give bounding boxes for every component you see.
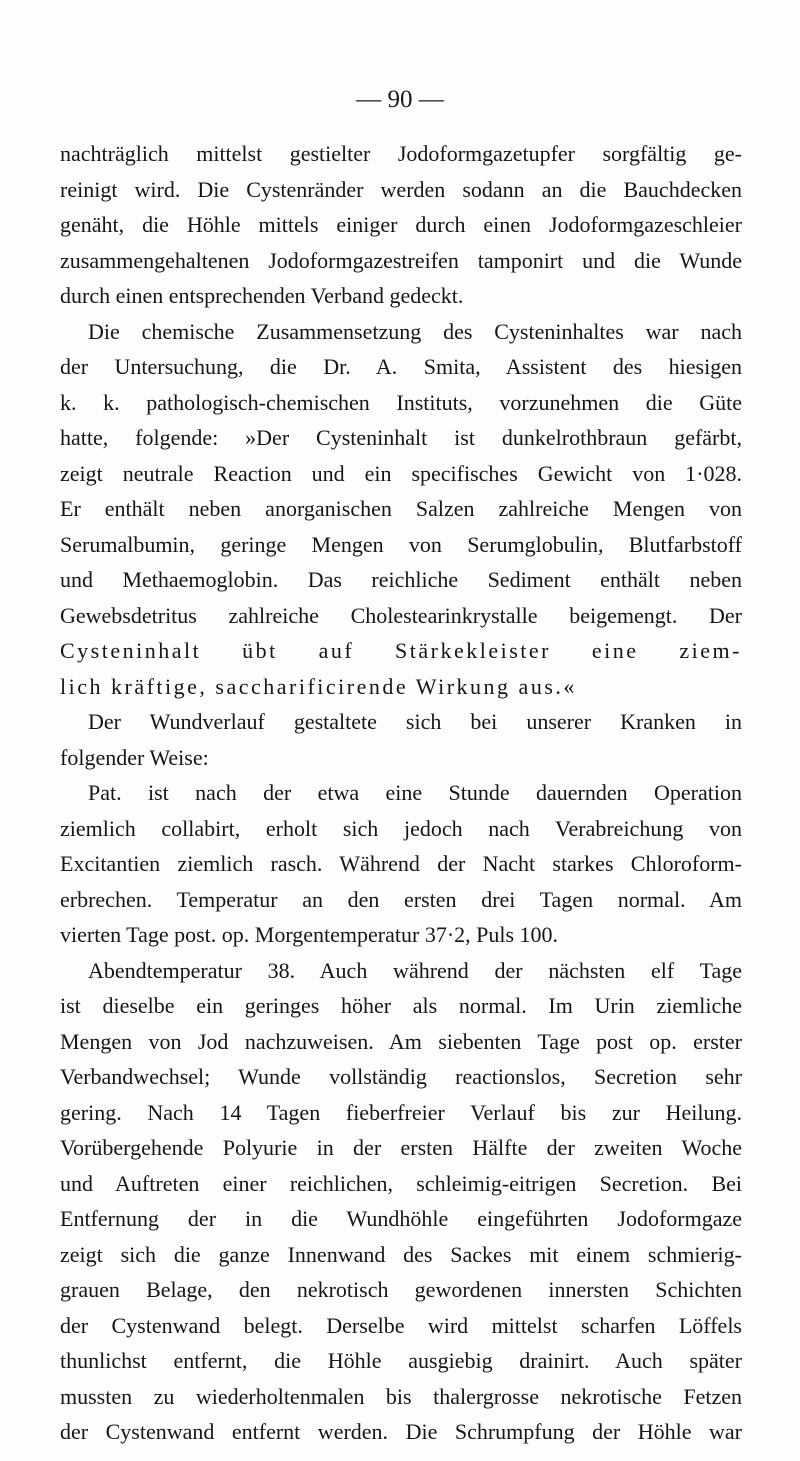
text-line: mussten zu wiederholtenmalen bis thalergrosse nekrotische Fetzen xyxy=(60,1383,742,1409)
text-line: gering. Nach 14 Tagen fieberfreier Verlauf bis zur Heilung. xyxy=(60,1099,742,1125)
text-line: Die chemische Zusammensetzung des Cysteninhaltes war nach xyxy=(88,318,742,344)
text-line: Abendtemperatur 38. Auch während der nächsten elf Tage xyxy=(88,957,742,983)
text-line: Er enthält neben anorganischen Salzen zahlreiche Mengen von xyxy=(60,496,742,521)
text-line: zusammengehaltenen Jodoformgazestreifen tamponirt und die Wunde xyxy=(60,247,742,273)
text-line: reinigt wird. Die Cystenränder werden sodann an die Bauchdecken xyxy=(60,176,742,202)
text-line: Verbandwechsel; Wunde vollständig reactionslos, Secretion sehr xyxy=(60,1064,742,1089)
text-line: zeigt sich die ganze Innenwand des Sackes mit einem schmierig- xyxy=(60,1241,742,1267)
text-line: ziemlich collabirt, erholt sich jedoch nach Verabreichung von xyxy=(60,815,742,841)
text-line: thunlichst entfernt, die Höhle ausgiebig drainirt. Auch später xyxy=(60,1348,742,1373)
text-line: erbrechen. Temperatur an den ersten drei Tagen normal. Am xyxy=(60,886,742,912)
body-text xyxy=(60,136,742,1450)
text-line: Cysteninhalt übt auf Stärkekleister eine ziem- xyxy=(60,638,742,663)
text-line: und Auftreten einer reichlichen, schleimig-eitrigen Secretion. Bei xyxy=(60,1170,742,1196)
text-line: Vorübergehende Polyurie in der ersten Hälfte der zweiten Woche xyxy=(60,1135,742,1160)
text-line: zeigt neutrale Reaction und ein specifisches Gewicht von 1·028. xyxy=(60,460,742,486)
text-line: Serumalbumin, geringe Mengen von Serumglobulin, Blutfarbstoff xyxy=(60,531,742,557)
text-line: Entfernung der in die Wundhöhle eingeführten Jodoformgaze xyxy=(60,1206,742,1231)
text-line: ist dieselbe ein geringes höher als normal. Im Urin ziemliche xyxy=(60,993,742,1018)
text-line: Excitantien ziemlich rasch. Während der Nacht starkes Chloroform- xyxy=(60,851,742,876)
text-line: durch einen entsprechenden Verband gedeckt. xyxy=(60,283,464,308)
text-line: der Untersuchung, die Dr. A. Smita, Assistent des hiesigen xyxy=(60,354,742,379)
text-line: Mengen von Jod nachzuweisen. Am siebenten Tage post op. erster xyxy=(60,1028,742,1054)
page-number: — 90 — xyxy=(356,86,444,113)
text-line: nachträglich mittelst gestielter Jodoformgazetupfer sorgfältig ge- xyxy=(60,141,742,166)
text-line: der Cystenwand belegt. Derselbe wird mittelst scharfen Löffels xyxy=(60,1312,742,1338)
text-line: der Cystenwand entfernt werden. Die Schrumpfung der Höhle war xyxy=(60,1419,742,1444)
text-line: Der Wundverlauf gestaltete sich bei unserer Kranken in xyxy=(88,709,742,734)
text-line: genäht, die Höhle mittels einiger durch einen Jodoformgazeschleier xyxy=(60,212,742,237)
text-line: grauen Belage, den nekrotisch gewordenen innersten Schichten xyxy=(60,1277,742,1302)
text-line: Gewebsdetritus zahlreiche Cholestearinkrystalle beigemengt. Der xyxy=(60,602,742,628)
text-line: und Methaemoglobin. Das reichliche Sediment enthält neben xyxy=(60,567,742,592)
text-line: Pat. ist nach der etwa eine Stunde dauernden Operation xyxy=(88,780,742,805)
text-line: lich kräftige, saccharificirende Wirkung aus.« xyxy=(60,673,577,699)
text-line: k. k. pathologisch-chemischen Instituts, vorzunehmen die Güte xyxy=(60,389,742,415)
text-line: hatte, folgende: »Der Cysteninhalt ist dunkelrothbraun gefärbt, xyxy=(60,425,742,450)
text-line: folgender Weise: xyxy=(60,744,209,770)
text-line: vierten Tage post. op. Morgentemperatur 37·2, Puls 100. xyxy=(60,922,559,947)
